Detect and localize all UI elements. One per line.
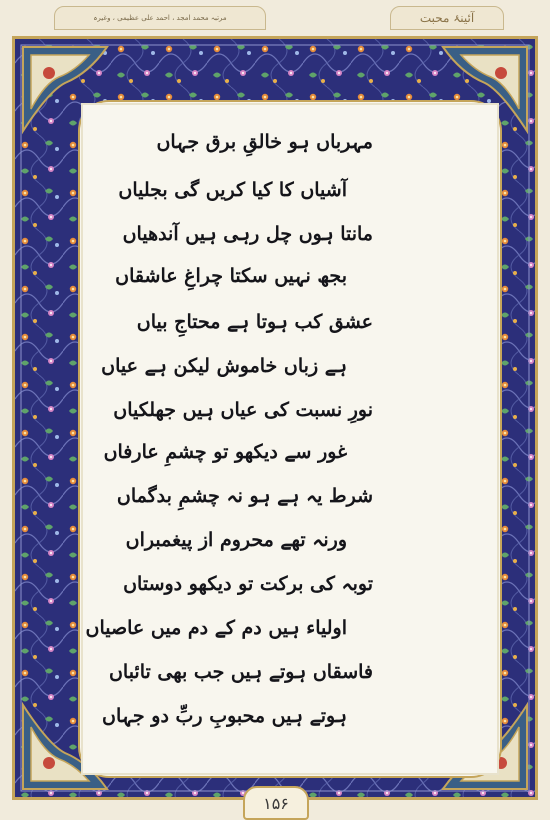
verse-line: مانتا ہوں چل رہی ہیں آندھیاں (122, 223, 373, 245)
page-number-cartouche (243, 786, 309, 820)
page-header (0, 0, 550, 36)
book-title: آئینۂ محبت (419, 11, 475, 25)
page-number: ۱۵۶ (263, 793, 289, 813)
header-caption: مرتبہ محمد امجد ، احمد علی عظیمی ، وغیرہ (93, 14, 227, 22)
verse-line: ہوتے ہیں محبوبِ ربِّ دو جہاں (102, 705, 347, 727)
verse-line: عشق کب ہوتا ہے محتاجِ بیاں (136, 311, 373, 333)
header-caption-box (54, 6, 266, 30)
verse-line: شرط یہ ہے ہو نہ چشمِ بدگماں (116, 485, 373, 507)
verse-line: اولیاء ہیں دم کے دم میں عاصیاں (85, 617, 347, 639)
verse-line: نورِ نسبت کی عیاں ہیں جھلکیاں (113, 399, 373, 421)
verse-line: آشیاں کا کیا کریں گی بجلیاں (118, 179, 347, 201)
verse-line: ہے زباں خاموش لیکن ہے عیاں (101, 355, 347, 377)
verse-line: مہرباں ہو خالقِ برق جہاں (156, 131, 373, 153)
header-title-box (390, 6, 504, 30)
verse-line: غور سے دیکھو تو چشمِ عارفاں (103, 441, 347, 463)
verse-line: بجھ نہیں سکتا چراغِ عاشقاں (115, 265, 347, 287)
text-panel (83, 105, 497, 773)
verse-line: توبہ کی برکت تو دیکھو دوستاں (123, 573, 373, 595)
verse-line: ورنہ تھے محروم از پیغمبراں (125, 529, 347, 551)
verse-line: فاسقاں ہوتے ہیں جب بھی تائباں (108, 661, 373, 683)
ornamental-border (12, 36, 538, 800)
